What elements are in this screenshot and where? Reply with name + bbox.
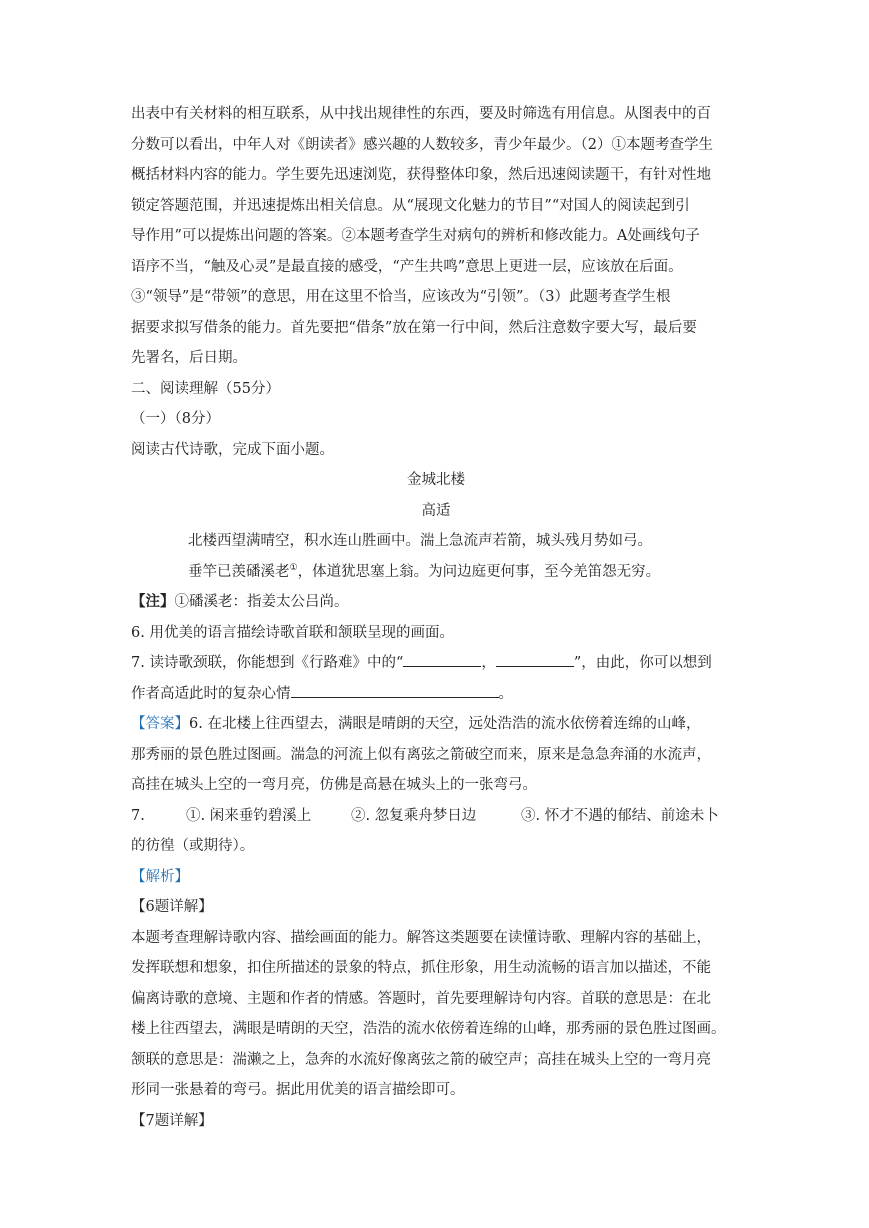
question-6: 6. 用优美的语言描绘诗歌首联和颔联呈现的画面。 [131, 624, 454, 641]
poem-author: 高适 [421, 502, 451, 519]
analysis-top [131, 99, 741, 374]
analysis-line: 锁定答题范围，并迅速提炼出相关信息。从“展现文化魅力的节目”“对国人的阅读起到引 [131, 197, 690, 214]
poem-line-2-part-b: ，体道犹思塞上翁。为问边庭更何事，至今羌笛怨无穷。 [297, 563, 661, 580]
poem-title: 金城北楼 [407, 472, 465, 488]
question-7-line-2 [131, 679, 741, 710]
question-7-text-d: 作者高适此时的复杂心情 [131, 685, 291, 702]
q6-detail-heading: 【6题详解】 [131, 899, 213, 915]
answer-blank-1 [403, 650, 481, 667]
q6-detail-line: 偏离诗歌的意境、主题和作者的情感。答题时，首先要理解诗句内容。首联的意思是：在北 [131, 990, 711, 1007]
note-text: ①磻溪老：指姜太公吕尚。 [174, 594, 349, 610]
q6-detail-line: 本题考查理解诗歌内容、描绘画面的能力。解答这类题要在读懂诗歌、理解内容的基础上， [131, 929, 711, 946]
analysis-line: 语序不当，“触及心灵”是最直接的感受，“产生共鸣”意思上更进一层，应该放在后面。 [131, 258, 683, 275]
q6-detail-line: 颔联的意思是：湍濑之上，急奔的水流好像离弦之箭的破空声；高挂在城头上空的一弯月亮 [131, 1051, 711, 1068]
answer-blank-2 [496, 650, 574, 667]
answer-7-line-1 [131, 801, 741, 832]
q7-detail-heading: 【7题详解】 [131, 1112, 213, 1129]
question-7-text-a: 7. 读诗歌颈联，你能想到《行路难》中的“ [131, 655, 404, 671]
poem-line-2-part-a: 垂竿已羡磻溪老 [188, 563, 290, 580]
question-7-text-b: ， [481, 655, 496, 671]
analysis-line: 概括材料内容的能力。学生要先迅速浏览，获得整体印象，然后迅速阅读题干，有针对性地 [131, 167, 711, 183]
document-content [131, 99, 741, 1136]
answer-6-line-3: 高挂在城头上空的一弯月亮，仿佛是高悬在城头上的一张弯弓。 [131, 777, 537, 793]
question-7-text-c: ”，由此，你可以想到 [573, 655, 712, 671]
q6-detail-line: 楼上往西望去，满眼是晴朗的天空，浩浩的流水依傍着连绵的山峰，那秀丽的景色胜过图画。 [131, 1021, 726, 1037]
answer-label: 【答案】 [131, 716, 189, 732]
note-label: 【注】 [131, 593, 175, 610]
question-7-text-e: 。 [498, 685, 513, 702]
answer-blank-3 [291, 681, 499, 698]
analysis-line: ③“领导”是“带领”的意思，用在这里不恰当，应该改为“引领”。（3）此题考查学生根 [131, 289, 671, 305]
answer-7-item-3: ③. 怀才不遇的郁结、前途未卜 [521, 807, 719, 824]
instruction: 阅读古代诗歌，完成下面小题。 [131, 441, 334, 458]
poem-note [131, 587, 741, 618]
analysis-line: 导作用”可以提炼出问题的答案。②本题考查学生对病句的辨析和修改能力。A处画线句子 [131, 228, 700, 244]
answer-7-item-2: ②. 忽复乘舟梦日边 [351, 807, 477, 824]
answer-7-number: 7. [131, 807, 145, 824]
answer-7-item-1: ①. 闲来垂钓碧溪上 [186, 807, 312, 824]
poem-line-2 [131, 557, 741, 588]
analysis-label: 【解析】 [131, 868, 189, 885]
analysis-line: 分数可以看出，中年人对《朗读者》感兴趣的人数较多，青少年最少。（2）①本题考查学生 [131, 136, 713, 153]
q6-detail-line: 形同一张悬着的弯弓。据此用优美的语言描绘即可。 [131, 1082, 465, 1098]
sub-section-heading: （一）（8分） [131, 411, 220, 427]
question-7 [131, 648, 741, 679]
analysis-line: 先署名，后日期。 [131, 350, 247, 366]
analysis-line: 据要求拟写借条的能力。首先要把“借条”放在第一行中间，然后注意数字要大写，最后要 [131, 319, 697, 336]
footnote-marker: ① [289, 562, 298, 573]
answer-6-text: 6. 在北楼上往西望去，满眼是晴朗的天空，远处浩浩的流水依傍着连绵的山峰， [189, 716, 701, 732]
poem-line-1: 北楼西望满晴空，积水连山胜画中。湍上急流声若箭，城头残月势如弓。 [188, 533, 652, 549]
answer-7-line-2: 的彷徨（或期待）。 [131, 838, 255, 854]
analysis-line: 出表中有关材料的相互联系，从中找出规律性的东西，要及时筛选有用信息。从图表中的百 [131, 106, 711, 122]
answer-6-line-1 [131, 709, 741, 740]
section-heading: 二、阅读理解（55分） [131, 380, 280, 397]
answer-6-line-2: 那秀丽的景色胜过图画。湍急的河流上似有离弦之箭破空而来，原来是急急奔涌的水流声， [131, 746, 711, 763]
q6-detail-line: 发挥联想和想象，扣住所描述的景象的特点，抓住形象，用生动流畅的语言加以描述，不能 [131, 960, 711, 976]
